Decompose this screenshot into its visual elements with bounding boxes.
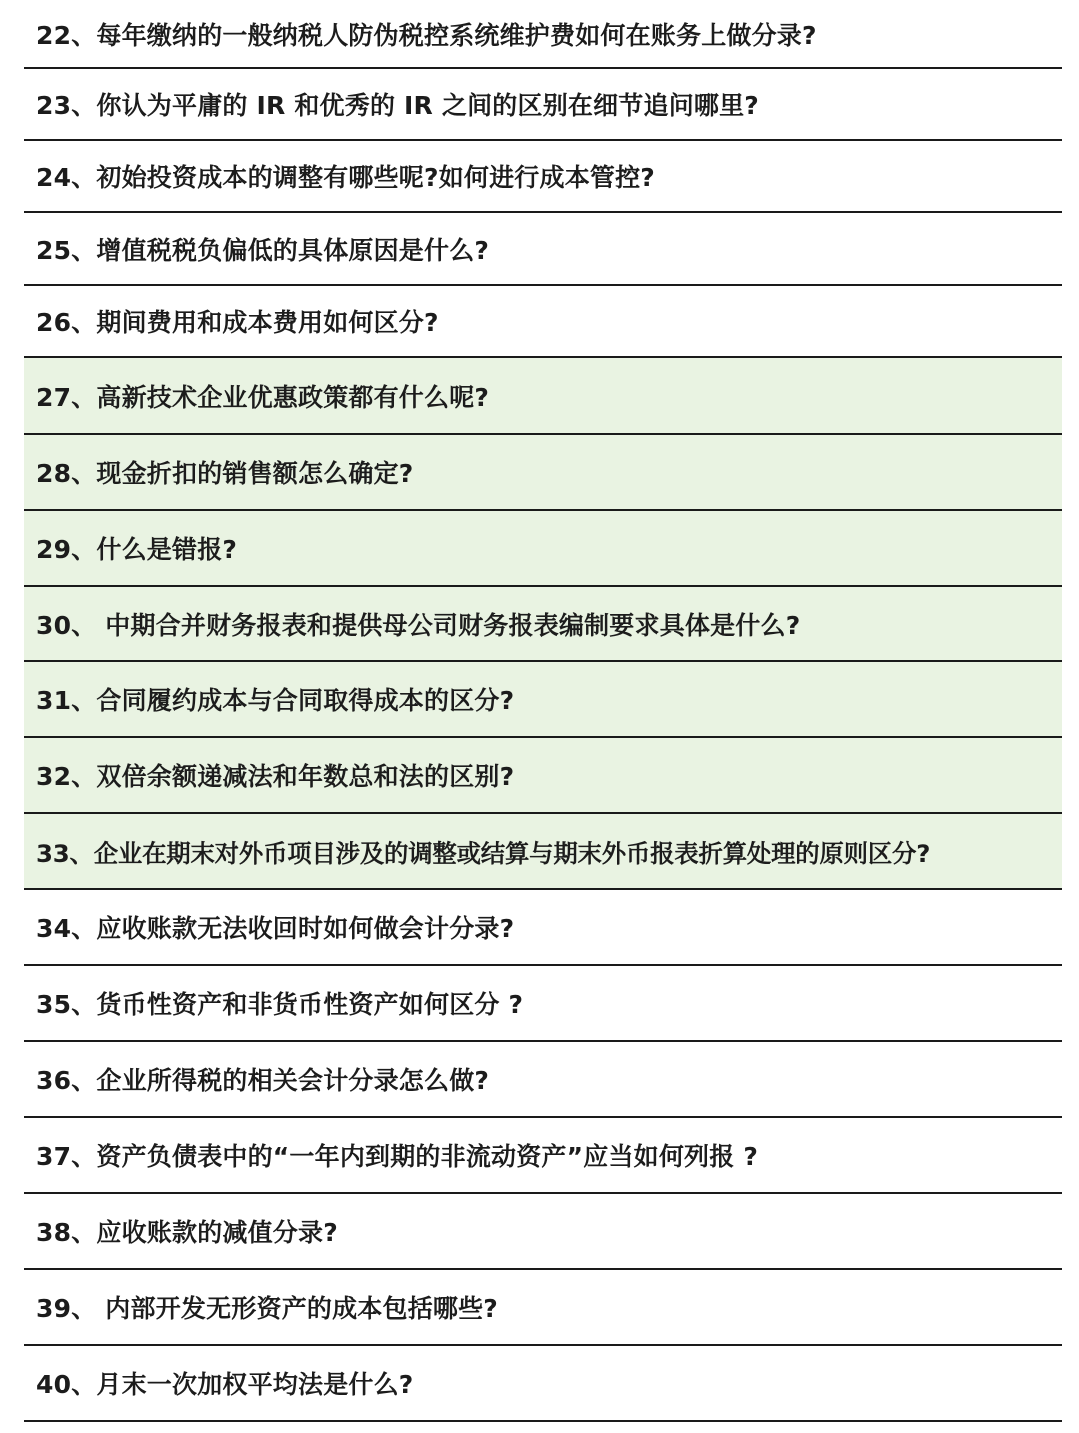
question-text: 30、 中期合并财务报表和提供母公司财务报表编制要求具体是什么? [36, 610, 801, 640]
question-text: 24、初始投资成本的调整有哪些呢?如何进行成本管控? [36, 163, 655, 192]
question-text: 40、月末一次加权平均法是什么? [36, 1370, 414, 1399]
question-row-29 [24, 511, 1062, 587]
question-row-36 [24, 1042, 1062, 1118]
question-text: 39、 内部开发无形资产的成本包括哪些? [36, 1294, 498, 1323]
question-row-28 [24, 435, 1062, 511]
question-text: 25、增值税税负偏低的具体原因是什么? [36, 235, 490, 265]
question-row-32 [24, 738, 1062, 814]
question-row-37 [24, 1118, 1062, 1194]
question-text: 29、什么是错报? [36, 535, 238, 564]
question-text: 35、货币性资产和非货币性资产如何区分 ? [36, 990, 524, 1019]
question-row-23 [24, 69, 1062, 141]
question-text: 26、期间费用和成本费用如何区分? [36, 308, 439, 337]
question-text: 38、应收账款的减值分录? [36, 1218, 338, 1247]
question-text: 22、每年缴纳的一般纳税人防伪税控系统维护费如何在账务上做分录? [36, 20, 817, 50]
question-text: 31、合同履约成本与合同取得成本的区分? [36, 686, 515, 715]
question-row-30 [24, 587, 1062, 662]
question-row-38 [24, 1194, 1062, 1270]
question-text: 23、你认为平庸的 IR 和优秀的 IR 之间的区别在细节追问哪里? [36, 91, 760, 120]
question-row-34 [24, 890, 1062, 966]
question-row-26 [24, 286, 1062, 358]
question-text: 34、应收账款无法收回时如何做会计分录? [36, 914, 515, 943]
question-row-39 [24, 1270, 1062, 1346]
question-row-35 [24, 966, 1062, 1042]
question-row-22 [24, 0, 1062, 69]
question-row-25 [24, 213, 1062, 286]
question-text: 36、企业所得税的相关会计分录怎么做? [36, 1066, 490, 1095]
question-text: 37、资产负债表中的“一年内到期的非流动资产”应当如何列报 ? [36, 1142, 759, 1171]
question-text: 28、现金折扣的销售额怎么确定? [36, 459, 414, 488]
question-row-24 [24, 141, 1062, 213]
question-text: 32、双倍余额递减法和年数总和法的区别? [36, 762, 515, 791]
question-text: 33、企业在期末对外币项目涉及的调整或结算与期末外币报表折算处理的原则区分? [36, 838, 931, 868]
question-row-33 [24, 814, 1062, 890]
question-row-27 [24, 358, 1062, 435]
question-row-31 [24, 662, 1062, 738]
question-text: 27、高新技术企业优惠政策都有什么呢? [36, 382, 490, 412]
question-row-40 [24, 1346, 1062, 1422]
